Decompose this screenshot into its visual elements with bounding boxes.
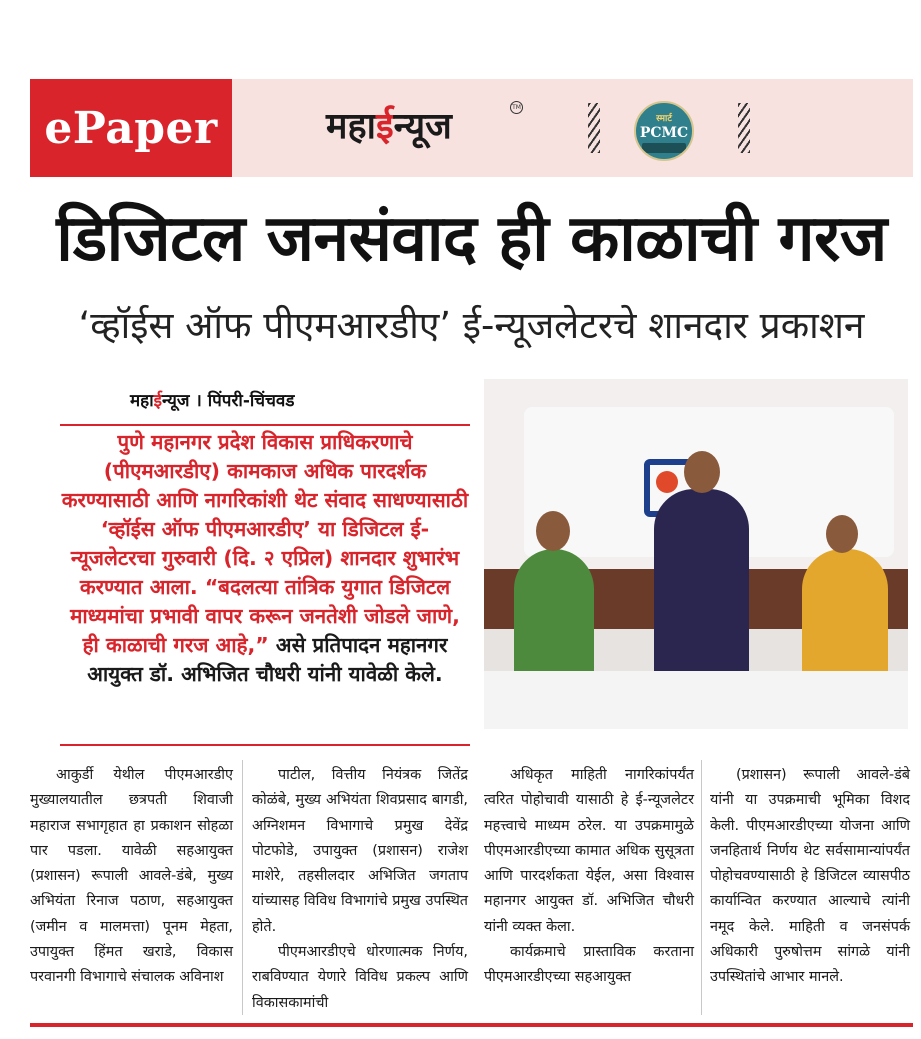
headline: डिजिटल जनसंवाद ही काळाची गरज [56,202,887,276]
photo-person-center [654,489,749,679]
column-4-paragraph-1: (प्रशासन) रूपाली आवले-डंबे यांनी या उपक्रमाची भूमिका विशद केली. पीएमआरडीएच्या योजना आणि जनहितार्थ निर्णय थेट सर्वसामान्यांपर्यंत पोहोचवण्यासाठी हे डिजिटल व्यासपीठ कार्यान्वित करण्यात आल्याचे त्यांनी नमूद केले. माहिती व जनसंपर्क अधिकारी पुरुषोत्तम सांगळे यांनी उपस्थितांचे आभार मानले. [710,767,910,986]
photo-person-left [514,549,594,679]
lead-red-text: पुणे महानगर प्रदेश विकास प्राधिकरणाचे (पीएमआरडीए) कामकाज अधिक पारदर्शक करण्यासाठी आणि नागरिकांशी थेट संवाद साधण्यासाठी ‘व्हॉईस ऑफ पीएमआरडीए’ या डिजिटल ई-न्यूजलेटरचा गुरुवारी (दि. २ एप्रिल) शानदार शुभारंभ करण्यात आला. “बदलत्या तांत्रिक युगात डिजिटल माध्यमांचा प्रभावी वापर करून जनतेशी जोडले जाणे, ही काळाची गरज आहे,” [61,430,469,657]
divider-hatch-left [588,103,600,153]
trademark-icon: TM [510,101,523,114]
body-column-1 [30,763,233,991]
body-column-4 [710,763,910,991]
dateline-source-prefix: महा [130,391,154,411]
badge-skyline [642,143,686,153]
event-photo [484,379,908,729]
dateline-source-accent: ई [153,391,162,411]
photo-head-right [826,515,858,553]
column-1-paragraph-1: आकुर्डी येथील पीएमआरडीए मुख्यालयातील छत्रपती शिवाजी महाराज सभागृहात हा प्रकाशन सोहळा पार पडला. यावेळी सहआयुक्त (प्रशासन) रूपाली आवले-डंबे, मुख्य अभियंता रिनाज पठाण, सहआयुक्त (जमीन व मालमत्ता) पूनम मेहता, उपायुक्त हिंमत खराडे, विकास परवानगी विभागाचे संचालक अविनाश [30,767,233,986]
photo-person-right [802,549,888,679]
lead-rule-top [60,424,470,426]
column-3-paragraph-1: अधिकृत माहिती नागरिकांपर्यंत त्वरित पोहोचावी यासाठी हे ई-न्यूजलेटर महत्त्वाचे माध्यम ठरेल. या उपक्रमामुळे पीएमआरडीएच्या कामात अधिक सुसूत्रता आणि पारदर्शकता येईल, असा विश्वास महानगर आयुक्त डॉ. अभिजित चौधरी यांनी व्यक्त केला. [484,767,694,935]
mahaenews-logo [326,105,452,149]
photo-table [484,671,908,729]
epaper-label: ePaper [30,79,232,177]
badge-main-text: PCMC [639,125,689,141]
dateline-place: पिंपरी-चिंचवड [207,391,295,411]
column-divider [701,760,702,1015]
logo-accent: ई [375,106,394,147]
column-2-paragraph-1: पाटील, वित्तीय नियंत्रक जितेंद्र कोळंबे, मुख्य अभियंता शिवप्रसाद बागडी, अग्निशमन विभागाचे प्रमुख देवेंद्र पोटफोडे, उपायुक्त (प्रशासन) राजेश माशेरे, तहसीलदार अभिजित जगताप यांच्यासह विविध विभागांचे प्रमुख उपस्थित होते. [252,767,468,935]
dateline-separator: । [189,391,208,411]
column-2-paragraph-2: पीएमआरडीएचे धोरणात्मक निर्णय, राबविण्यात येणारे विविध प्रकल्प आणि विकासकामांची [252,944,468,1011]
lead-rule-bottom [60,744,470,746]
dateline-source-suffix: न्यूज [161,391,190,411]
photo-head-left [536,511,570,551]
subheadline: ‘व्हॉईस ऑफ पीएमआरडीए’ ई-न्यूजलेटरचे शानदार प्रकाशन [78,304,865,347]
smart-pcmc-logo [634,101,694,161]
lead-paragraph [60,428,470,689]
column-divider [242,760,243,1015]
divider-hatch-right [738,103,750,153]
body-column-2 [252,763,468,1016]
logo-prefix: महा [326,106,376,147]
body-column-3 [484,763,694,991]
masthead [30,79,913,177]
logo-suffix: न्यूज [393,106,452,147]
badge-top-text: स्मार्ट [656,114,672,124]
dateline [130,388,294,414]
column-3-paragraph-2: कार्यक्रमाचे प्रास्ताविक करताना पीएमआरडीएच्या सहआयुक्त [484,944,694,986]
pmrda-logo-dot [656,471,678,493]
lead-dark-text: असे प्रतिपादन महानगर आयुक्त डॉ. अभिजित चौधरी यांनी यावेळी केले. [87,633,448,686]
bottom-rule [30,1023,913,1027]
photo-head-center [684,451,720,493]
